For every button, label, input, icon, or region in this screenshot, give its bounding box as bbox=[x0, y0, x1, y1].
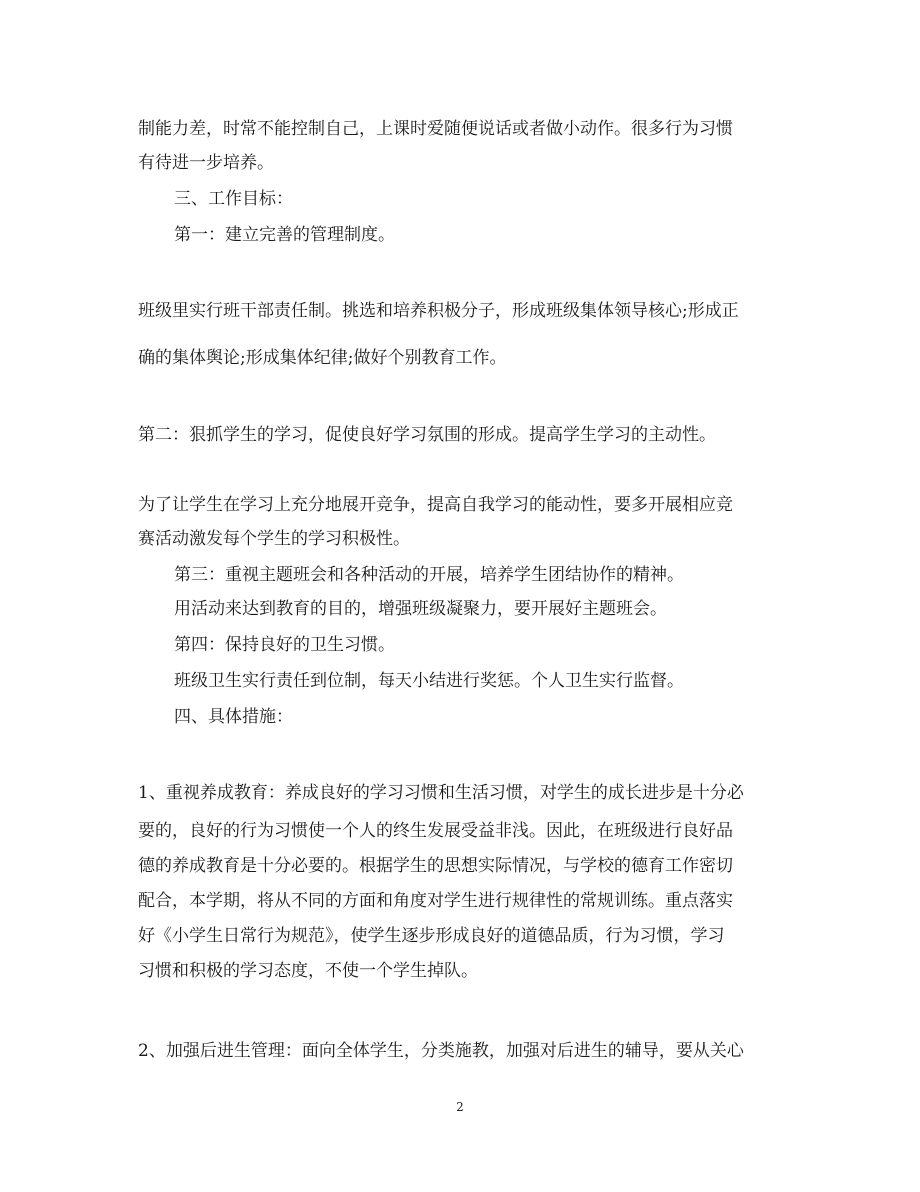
text-line: 第四：保持良好的卫生习惯。 bbox=[174, 635, 395, 655]
text-line: 德的养成教育是十分必要的。根据学生的思想实际情况，与学校的德育工作密切 bbox=[138, 856, 733, 876]
section-heading: 四、具体措施： bbox=[174, 707, 293, 727]
page-number: 2 bbox=[456, 1100, 464, 1114]
text-line: 用活动来达到教育的目的，增强班级凝聚力，要开展好主题班会。 bbox=[174, 599, 667, 619]
text-line: 配合，本学期，将从不同的方面和角度对学生进行规律性的常规训练。重点落实 bbox=[138, 891, 733, 911]
text-line: 为了让学生在学习上充分地展开竞争，提高自我学习的能动性，要多开展相应竞 bbox=[138, 495, 733, 515]
section-heading: 三、工作目标： bbox=[174, 189, 293, 209]
text-line: 1、重视养成教育：养成良好的学习习惯和生活习惯，对学生的成长进步是十分必 bbox=[138, 783, 744, 803]
text-line: 第三：重视主题班会和各种活动的开展，培养学生团结协作的精神。 bbox=[174, 565, 684, 585]
text-line: 确的集体舆论;形成集体纪律;做好个别教育工作。 bbox=[138, 348, 507, 368]
text-line: 2、加强后进生管理：面向全体学生，分类施教，加强对后进生的辅导，要从关心 bbox=[138, 1041, 744, 1061]
text-line: 班级里实行班干部责任制。挑选和培养积极分子，形成班级集体领导核心;形成正 bbox=[138, 301, 739, 321]
text-line: 第一：建立完善的管理制度。 bbox=[174, 225, 395, 245]
text-line: 制能力差，时常不能控制自己，上课时爱随便说话或者做小动作。很多行为习惯 bbox=[138, 119, 733, 139]
text-line: 有待进一步培养。 bbox=[138, 153, 274, 173]
text-line: 好《小学生日常行为规范》，使学生逐步形成良好的道德品质，行为习惯，学习 bbox=[138, 926, 725, 946]
text-line: 习惯和积极的学习态度，不使一个学生掉队。 bbox=[138, 961, 478, 981]
text-line: 第二：狠抓学生的学习，促使良好学习氛围的形成。提高学生学习的主动性。 bbox=[138, 425, 716, 445]
text-line: 赛活动激发每个学生的学习积极性。 bbox=[138, 529, 410, 549]
text-line: 要的，良好的行为习惯使一个人的终生发展受益非浅。因此，在班级进行良好品 bbox=[138, 821, 733, 841]
text-line: 班级卫生实行责任到位制，每天小结进行奖惩。个人卫生实行监督。 bbox=[174, 671, 684, 691]
